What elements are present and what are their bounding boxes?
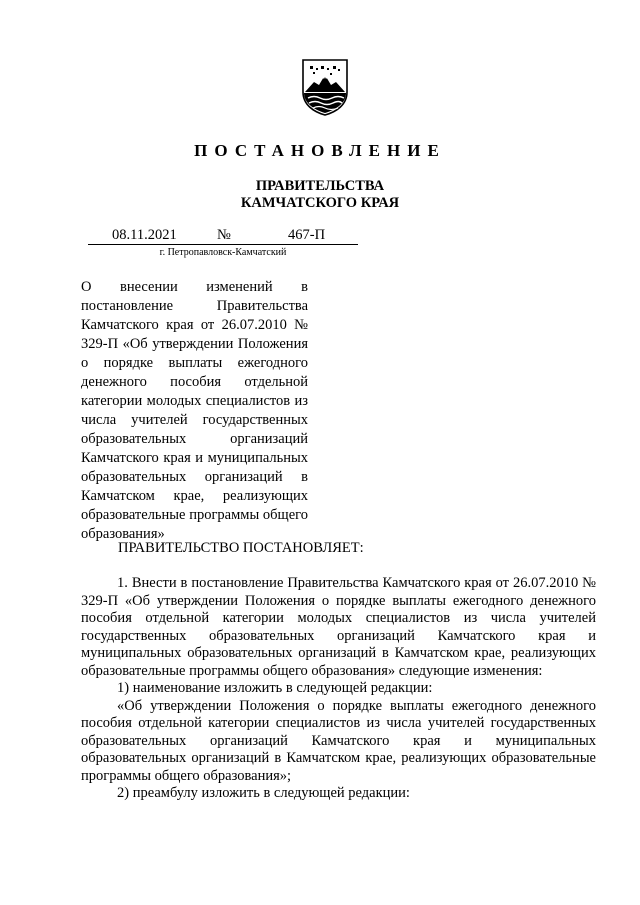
government-name-line-1: ПРАВИТЕЛЬСТВА (255, 178, 385, 194)
paragraph-2: 1) наименование изложить в следующей редакции: (117, 680, 433, 696)
paragraph-3: «Об утверждении Положения о порядке выплаты ежегодного денежного пособия отдельной категории специалистов из числа учителей государственных образовательных организаций Камчатского края и муниципальных образовательных организаций в Камчатском крае, реализующих образовательные программы общего образования»; (81, 697, 596, 784)
kamchatka-coat-of-arms-icon (300, 58, 350, 116)
number-sign: № (217, 227, 231, 243)
date-number-row (88, 227, 358, 245)
document-date: 08.11.2021 (112, 227, 177, 243)
document-number: 467-П (288, 227, 326, 243)
government-name-line-2: КАМЧАТСКОГО КРАЯ (240, 195, 400, 211)
paragraph-4: 2) преамбулу изложить в следующей редакции: (117, 785, 410, 801)
paragraph-1: 1. Внести в постановление Правительства Камчатского края от 26.07.2010 № 329-П «Об утверждении Положения о порядке выплаты ежегодного денежного пособия отдельной категории молодых специалистов из числа учителей государственных образовательных организаций Камчатского края и муниципальных образовательных организаций в Камчатском крае, реализующих образовательные программы общего образования» следующие изменения: (81, 575, 596, 679)
decree-statement: ПРАВИТЕЛЬСТВО ПОСТАНОВЛЯЕТ: (118, 540, 364, 556)
document-type-heading: ПОСТАНОВЛЕНИЕ (194, 141, 446, 160)
document-title: О внесении изменений в постановление Правительства Камчатского края от 26.07.2010 № 329-П «Об утверждении Положения о порядке выплаты ежегодного денежного пособия отдельной категории молодых специалистов из числа учителей государственных образовательных организаций Камчатского края и муниципальных образовательных организаций в Камчатском крае, реализующих образовательные программы общего образования» (81, 279, 308, 542)
document-body (81, 575, 596, 803)
date-underline (88, 244, 358, 245)
city-name: г. Петропавловск-Камчатский (159, 247, 287, 258)
government-name (0, 178, 640, 212)
